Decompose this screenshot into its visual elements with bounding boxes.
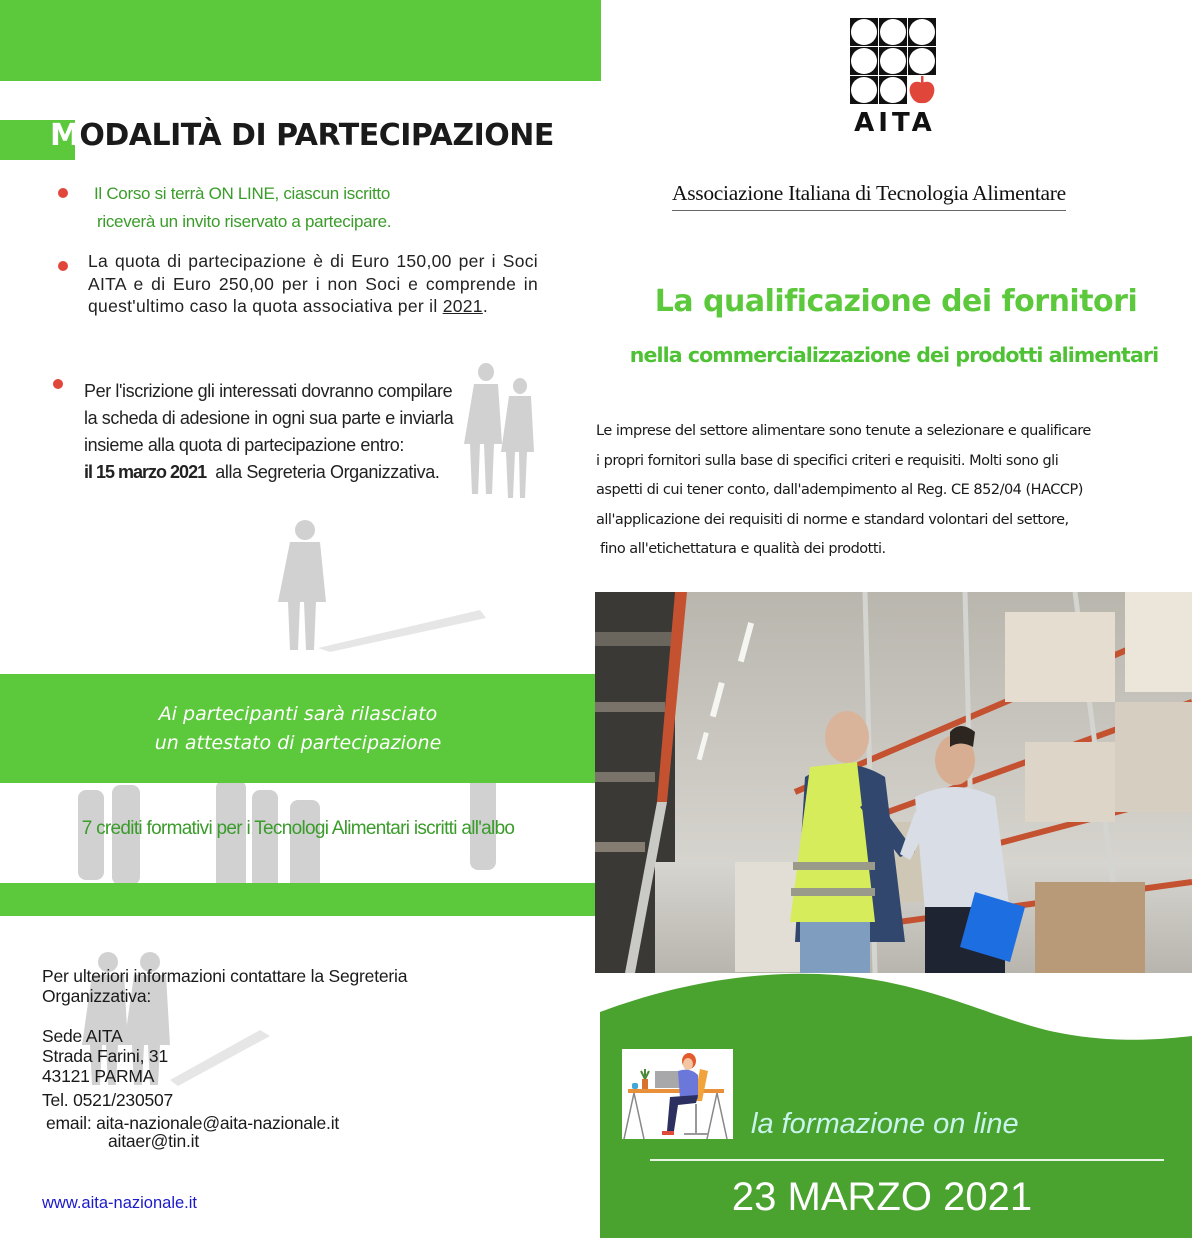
contact-intro: Per ulteriori informazioni contattare la Segreteria: [42, 966, 408, 986]
deadline-suffix: alla Segreteria Organizzativa.: [215, 462, 440, 482]
credits-text: 7 crediti formativi per i Tecnologi Alimentari iscritti all'albo: [81, 818, 515, 839]
bullet-fee: [88, 250, 538, 318]
fee-year: 2021: [442, 296, 483, 316]
bullet-icon: [58, 188, 68, 198]
fee-text-end: .: [482, 296, 488, 316]
aita-logo: [850, 18, 940, 138]
apple-icon: [908, 76, 936, 104]
logo-text: AITA: [854, 108, 936, 138]
warehouse-handshake-photo: [595, 592, 1192, 973]
course-description: [596, 417, 1192, 565]
bullet-line: insieme alla quota di partecipazione entro:: [84, 435, 405, 455]
address-line: Strada Farini, 31: [42, 1046, 168, 1066]
bullet-line: Per l'iscrizione gli interessati dovranno compilare: [84, 381, 453, 401]
address-line: 43121 PARMA: [42, 1066, 155, 1086]
online-learning-illustration: [622, 1049, 733, 1139]
phone-number: Tel. 0521/230507: [42, 1090, 174, 1110]
email-label: email:: [46, 1113, 92, 1133]
association-name: Associazione Italiana di Tecnologia Alimentare: [672, 181, 1066, 211]
certificate-line: Ai partecipanti sarà rilasciato: [158, 702, 438, 725]
address-line: Sede AITA: [42, 1026, 123, 1046]
description-line: i propri fornitori sulla base di specifici criteri e requisiti. Molti sono gli: [596, 452, 1059, 469]
bullet-online-course: [82, 180, 391, 236]
certificate-line: un attestato di partecipazione: [154, 731, 442, 754]
section-heading: [50, 118, 554, 153]
bullet-icon: [58, 261, 68, 271]
bullet-icon: [53, 379, 63, 389]
bullet-line: Il Corso si terrà ON LINE, ciascun iscritto: [94, 184, 391, 203]
event-date: 23 MARZO 2021: [731, 1175, 1033, 1219]
description-line: all'applicazione dei requisiti di norme e standard volontari del settore,: [596, 511, 1069, 528]
email-line: [42, 1114, 407, 1132]
online-training-label: la formazione on line: [751, 1108, 1019, 1140]
heading-rest: ODALITÀ DI PARTECIPAZIONE: [79, 118, 554, 153]
bullet-line: la scheda di adesione in ogni sua parte e inviarla: [84, 408, 454, 428]
contact-info: [42, 966, 407, 1150]
deadline-line: [84, 459, 554, 486]
description-line: aspetti di cui tener conto, dall'adempimento al Reg. CE 852/04 (HACCP): [596, 482, 1083, 498]
fee-text: La quota di partecipazione è di Euro 150,00 per i Soci AITA e di Euro 250,00 per i non Soci e comprende in quest'ultimo caso la quota associativa per il: [88, 251, 538, 316]
contact-intro: Organizzativa:: [42, 986, 152, 1006]
certificate-banner: [0, 674, 596, 783]
bullet-line: riceverà un invito riservato a partecipare.: [97, 212, 392, 231]
logo-grid-icon: [850, 18, 940, 104]
description-line: fino all'etichettatura e qualità dei prodotti.: [600, 541, 886, 557]
email-link[interactable]: aitaer@tin.it: [108, 1131, 200, 1151]
email-link[interactable]: aita-nazionale@aita-nazionale.it: [96, 1113, 340, 1133]
deadline-date: il 15 marzo 2021: [84, 462, 207, 482]
description-line: Le imprese del settore alimentare sono tenute a selezionare e qualificare: [596, 423, 1091, 439]
bullet-registration: [84, 378, 554, 486]
website-link[interactable]: www.aita-nazionale.it: [42, 1194, 197, 1212]
course-title: La qualificazione dei fornitori: [654, 284, 1138, 319]
heading-first-letter: M: [50, 118, 80, 153]
green-divider-banner: [0, 883, 596, 916]
course-subtitle: nella commercializzazione dei prodotti alimentari: [629, 343, 1159, 367]
footer-divider: [650, 1159, 1164, 1161]
